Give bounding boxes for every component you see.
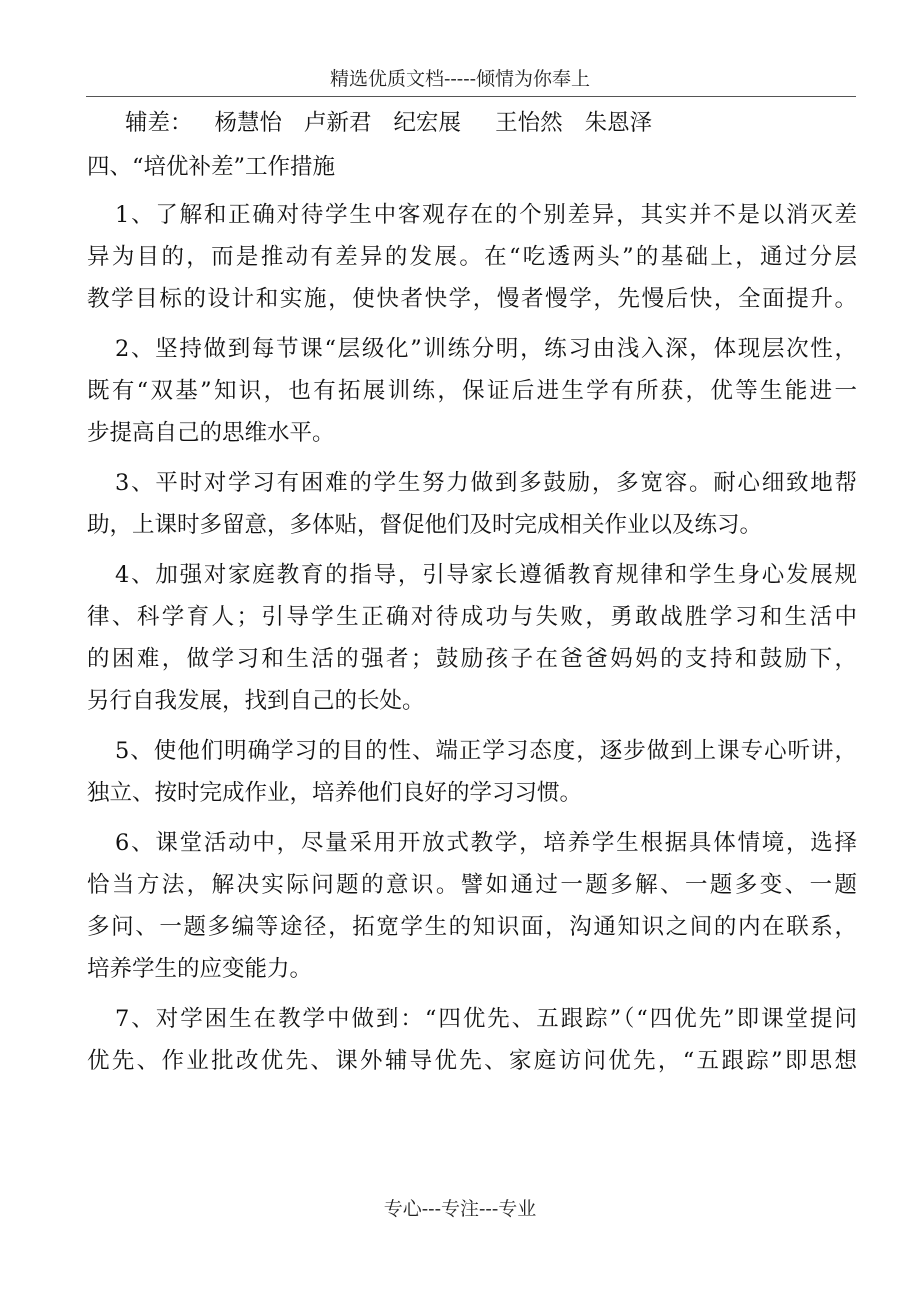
paragraph-spacer [87,814,857,822]
paragraph-line: 优先、作业批改优先、课外辅导优先、家庭访问优先，“五跟踪”即思想 [87,1048,857,1074]
paragraph-line: 培养学生的应变能力。 [87,956,313,982]
header-divider [86,96,856,97]
paragraph-line: 1、了解和正确对待学生中客观存在的个别差异，其实并不是以消灭差 [115,202,857,228]
paragraph-line: 恰当方法，解决实际问题的意识。譬如通过一题多解、一题多变、一题 [87,872,857,898]
paragraph-line: 6、课堂活动中，尽量采用开放式教学，培养学生根据具体情境，选择 [115,830,857,856]
paragraph-7 [87,998,857,1082]
section-heading: 四、“培优补差”工作措施 [87,154,336,180]
auxiliary-students-line [87,102,857,144]
paragraph-line: 既有“双基”知识，也有拓展训练，保证后进生学有所获，优等生能进一 [87,378,857,404]
paragraph-2 [87,328,857,454]
paragraph-line: 助，上课时多留意，多体贴，督促他们及时完成相关作业以及练习。 [87,512,763,538]
paragraph-line: 步提高自己的思维水平。 [87,420,335,446]
paragraph-line: 律、科学育人；引导学生正确对待成功与失败，勇敢战胜学习和生活中 [87,604,857,630]
auxiliary-label: 辅差： [125,110,193,136]
paragraph-3 [87,462,857,546]
paragraph-line: 教学目标的设计和实施，使快者快学，慢者慢学，先慢后快，全面提升。 [87,286,857,312]
paragraph-spacer [87,722,857,730]
paragraph-6 [87,822,857,990]
page-footer: 专心---专注---专业 [383,1198,537,1220]
paragraph-line: 的困难，做学习和生活的强者；鼓励孩子在爸爸妈妈的支持和鼓励下， [87,646,857,672]
student-name: 朱恩泽 [584,110,653,136]
paragraph-line: 5、使他们明确学习的目的性、端正学习态度，逐步做到上课专心听讲， [115,738,857,764]
paragraph-line: 多问、一题多编等途径，拓宽学生的知识面，沟通知识之间的内在联系， [87,914,857,940]
student-name: 杨慧怡 [214,110,283,136]
paragraph-4 [87,554,857,722]
student-name: 卢新君 [304,110,372,136]
paragraph-5 [87,730,857,814]
document-body [87,102,857,1082]
paragraph-spacer [87,320,857,328]
student-name: 纪宏展 [393,110,462,136]
paragraph-spacer [87,546,857,554]
paragraph-1 [87,194,857,320]
page-header: 精选优质文档-----倾情为你奉上 [329,68,591,90]
paragraph-spacer [87,454,857,462]
paragraph-line: 3、平时对学习有困难的学生努力做到多鼓励，多宽容。耐心细致地帮 [115,470,857,496]
paragraph-spacer [87,990,857,998]
student-name: 王怡然 [495,110,563,136]
paragraph-line: 2、坚持做到每节课“层级化”训练分明，练习由浅入深，体现层次性， [115,336,857,362]
paragraph-line: 4、加强对家庭教育的指导，引导家长遵循教育规律和学生身心发展规 [115,562,857,588]
paragraph-line: 另行自我发展，找到自己的长处。 [87,688,425,714]
paragraph-line: 7、对学困生在教学中做到：“四优先、五跟踪”（“四优先”即课堂提问 [115,1006,857,1032]
paragraph-line: 独立、按时完成作业，培养他们良好的学习习惯。 [87,780,583,806]
paragraph-line: 异为目的，而是推动有差异的发展。在“吃透两头”的基础上，通过分层 [87,244,857,270]
